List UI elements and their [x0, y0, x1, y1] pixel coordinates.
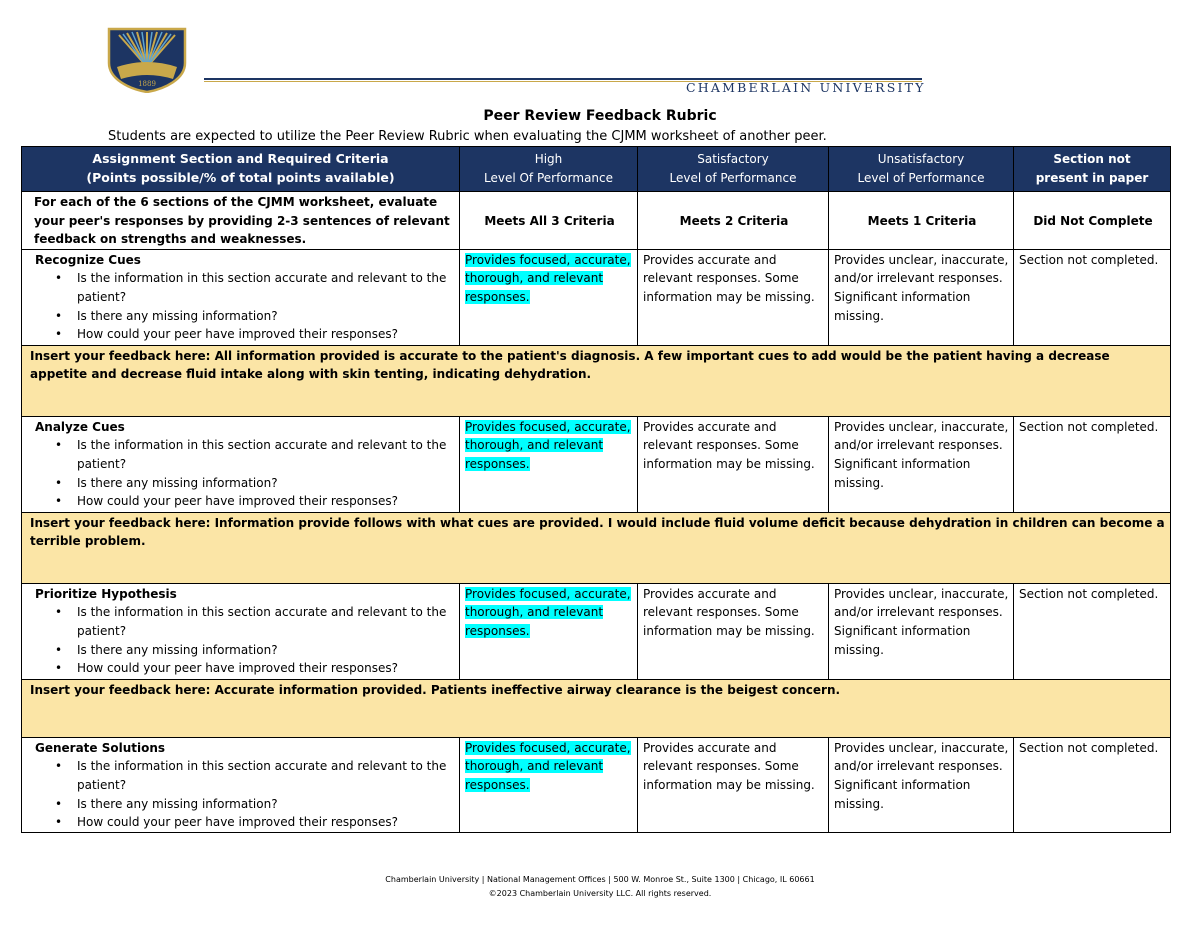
high-text: Provides focused, accurate, thorough, and relevant responses. — [465, 252, 631, 304]
high-cell — [460, 583, 638, 679]
satisfactory-cell: Provides accurate and relevant responses. Some information may be missing. — [638, 249, 829, 345]
question-list — [27, 757, 456, 831]
satisfactory-cell: Provides accurate and relevant responses. Some information may be missing. — [638, 583, 829, 679]
question-item: • Is the information in this section accurate and relevant to the patient? — [77, 436, 456, 473]
criteria-row — [22, 192, 1171, 250]
feedback-text[interactable]: Insert your feedback here: Information provide follows with what cues are provided. I would include fluid volume deficit because dehydration in children can become a terrible problem. — [22, 512, 1171, 583]
svg-text:1889: 1889 — [138, 80, 156, 88]
feedback-row — [22, 679, 1171, 737]
section-criteria-cell — [22, 583, 460, 679]
high-text: Provides focused, accurate, thorough, and relevant responses. — [465, 586, 631, 638]
question-list — [27, 269, 456, 343]
unsatisfactory-cell: Provides unclear, inaccurate, and/or irrelevant responses. Significant information missing. — [829, 416, 1014, 512]
intro-text: Students are expected to utilize the Peer Review Rubric when evaluating the CJMM worksheet of another peer. — [108, 129, 827, 144]
section-row-generate-solutions — [22, 737, 1171, 832]
question-list — [27, 603, 456, 677]
high-text: Provides focused, accurate, thorough, and relevant responses. — [465, 419, 631, 471]
not-present-cell: Section not completed. — [1014, 737, 1171, 832]
section-criteria-cell — [22, 416, 460, 512]
footer-address: Chamberlain University | National Management Offices | 500 W. Monroe St., Suite 1300 | Chicago, IL 60661 — [385, 875, 815, 884]
footer-copyright: ©2023 Chamberlain University LLC. All rights reserved. — [488, 889, 712, 898]
university-name: CHAMBERLAIN UNIVERSITY — [686, 80, 926, 95]
header-criteria — [22, 147, 460, 192]
criteria-instruction: For each of the 6 sections of the CJMM worksheet, evaluate your peer's responses by providing 2-3 sentences of relevant feedback on strengths and weaknesses. — [22, 192, 460, 250]
section-title: Analyze Cues — [35, 419, 125, 434]
feedback-row — [22, 345, 1171, 416]
section-title: Recognize Cues — [35, 252, 141, 267]
document-title: Peer Review Feedback Rubric — [483, 108, 717, 124]
question-item: • Is the information in this section accurate and relevant to the patient? — [77, 603, 456, 640]
criteria-satisfactory: Meets 2 Criteria — [638, 192, 829, 250]
section-title: Generate Solutions — [35, 740, 166, 755]
high-text: Provides focused, accurate, thorough, and relevant responses. — [465, 740, 631, 792]
question-item: • Is there any missing information? — [77, 795, 456, 814]
header-row — [22, 147, 1171, 192]
high-cell — [460, 737, 638, 832]
unsatisfactory-cell: Provides unclear, inaccurate, and/or irrelevant responses. Significant information missing. — [829, 249, 1014, 345]
question-item: • How could your peer have improved their responses? — [77, 659, 456, 678]
question-list — [27, 436, 456, 510]
section-title: Prioritize Hypothesis — [35, 586, 177, 601]
header-unsatisfactory-line1: Unsatisfactory — [877, 152, 965, 167]
not-present-cell: Section not completed. — [1014, 249, 1171, 345]
section-row-prioritize-hypothesis — [22, 583, 1171, 679]
question-item: • Is the information in this section accurate and relevant to the patient? — [77, 269, 456, 306]
header-not-present-line2: present in paper — [1035, 171, 1149, 185]
header-satisfactory-line1: Satisfactory — [697, 152, 769, 167]
not-present-cell: Section not completed. — [1014, 416, 1171, 512]
question-item: • Is there any missing information? — [77, 474, 456, 493]
question-item: • Is the information in this section accurate and relevant to the patient? — [77, 757, 456, 794]
header-unsatisfactory — [829, 147, 1014, 192]
high-cell — [460, 249, 638, 345]
criteria-unsatisfactory: Meets 1 Criteria — [829, 192, 1014, 250]
unsatisfactory-cell: Provides unclear, inaccurate, and/or irrelevant responses. Significant information missing. — [829, 583, 1014, 679]
header-criteria-line1: Assignment Section and Required Criteria — [92, 151, 389, 167]
header-unsatisfactory-line2: Level of Performance — [857, 171, 985, 185]
section-row-recognize-cues — [22, 249, 1171, 345]
header-high-line2: Level Of Performance — [483, 171, 614, 185]
header-satisfactory — [638, 147, 829, 192]
feedback-row — [22, 512, 1171, 583]
header-high-line1: High — [534, 152, 563, 167]
header-criteria-line2: (Points possible/% of total points available) — [86, 170, 395, 185]
unsatisfactory-cell: Provides unclear, inaccurate, and/or irrelevant responses. Significant information missing. — [829, 737, 1014, 832]
section-criteria-cell — [22, 249, 460, 345]
header-high — [460, 147, 638, 192]
header-not-present — [1014, 147, 1171, 192]
question-item: • How could your peer have improved their responses? — [77, 325, 456, 344]
university-logo-icon — [107, 27, 187, 93]
feedback-text[interactable]: Insert your feedback here: Accurate information provided. Patients ineffective airway clearance is the beigest concern. — [22, 679, 1171, 737]
question-item: • Is there any missing information? — [77, 641, 456, 660]
high-cell — [460, 416, 638, 512]
header-not-present-line1: Section not — [1053, 152, 1131, 167]
criteria-not-present: Did Not Complete — [1014, 192, 1171, 250]
header-satisfactory-line2: Level of Performance — [669, 171, 797, 185]
criteria-high: Meets All 3 Criteria — [460, 192, 638, 250]
satisfactory-cell: Provides accurate and relevant responses. Some information may be missing. — [638, 737, 829, 832]
rubric-table — [21, 146, 1171, 833]
question-item: • Is there any missing information? — [77, 307, 456, 326]
feedback-text[interactable]: Insert your feedback here: All information provided is accurate to the patient's diagnosis. A few important cues to add would be the patient having a decrease appetite and decrease fluid intake along with skin tenting, indicating dehydration. — [22, 345, 1171, 416]
question-item: • How could your peer have improved their responses? — [77, 813, 456, 832]
section-row-analyze-cues — [22, 416, 1171, 512]
satisfactory-cell: Provides accurate and relevant responses. Some information may be missing. — [638, 416, 829, 512]
section-criteria-cell — [22, 737, 460, 832]
footer — [0, 873, 1200, 901]
not-present-cell: Section not completed. — [1014, 583, 1171, 679]
question-item: • How could your peer have improved their responses? — [77, 492, 456, 511]
